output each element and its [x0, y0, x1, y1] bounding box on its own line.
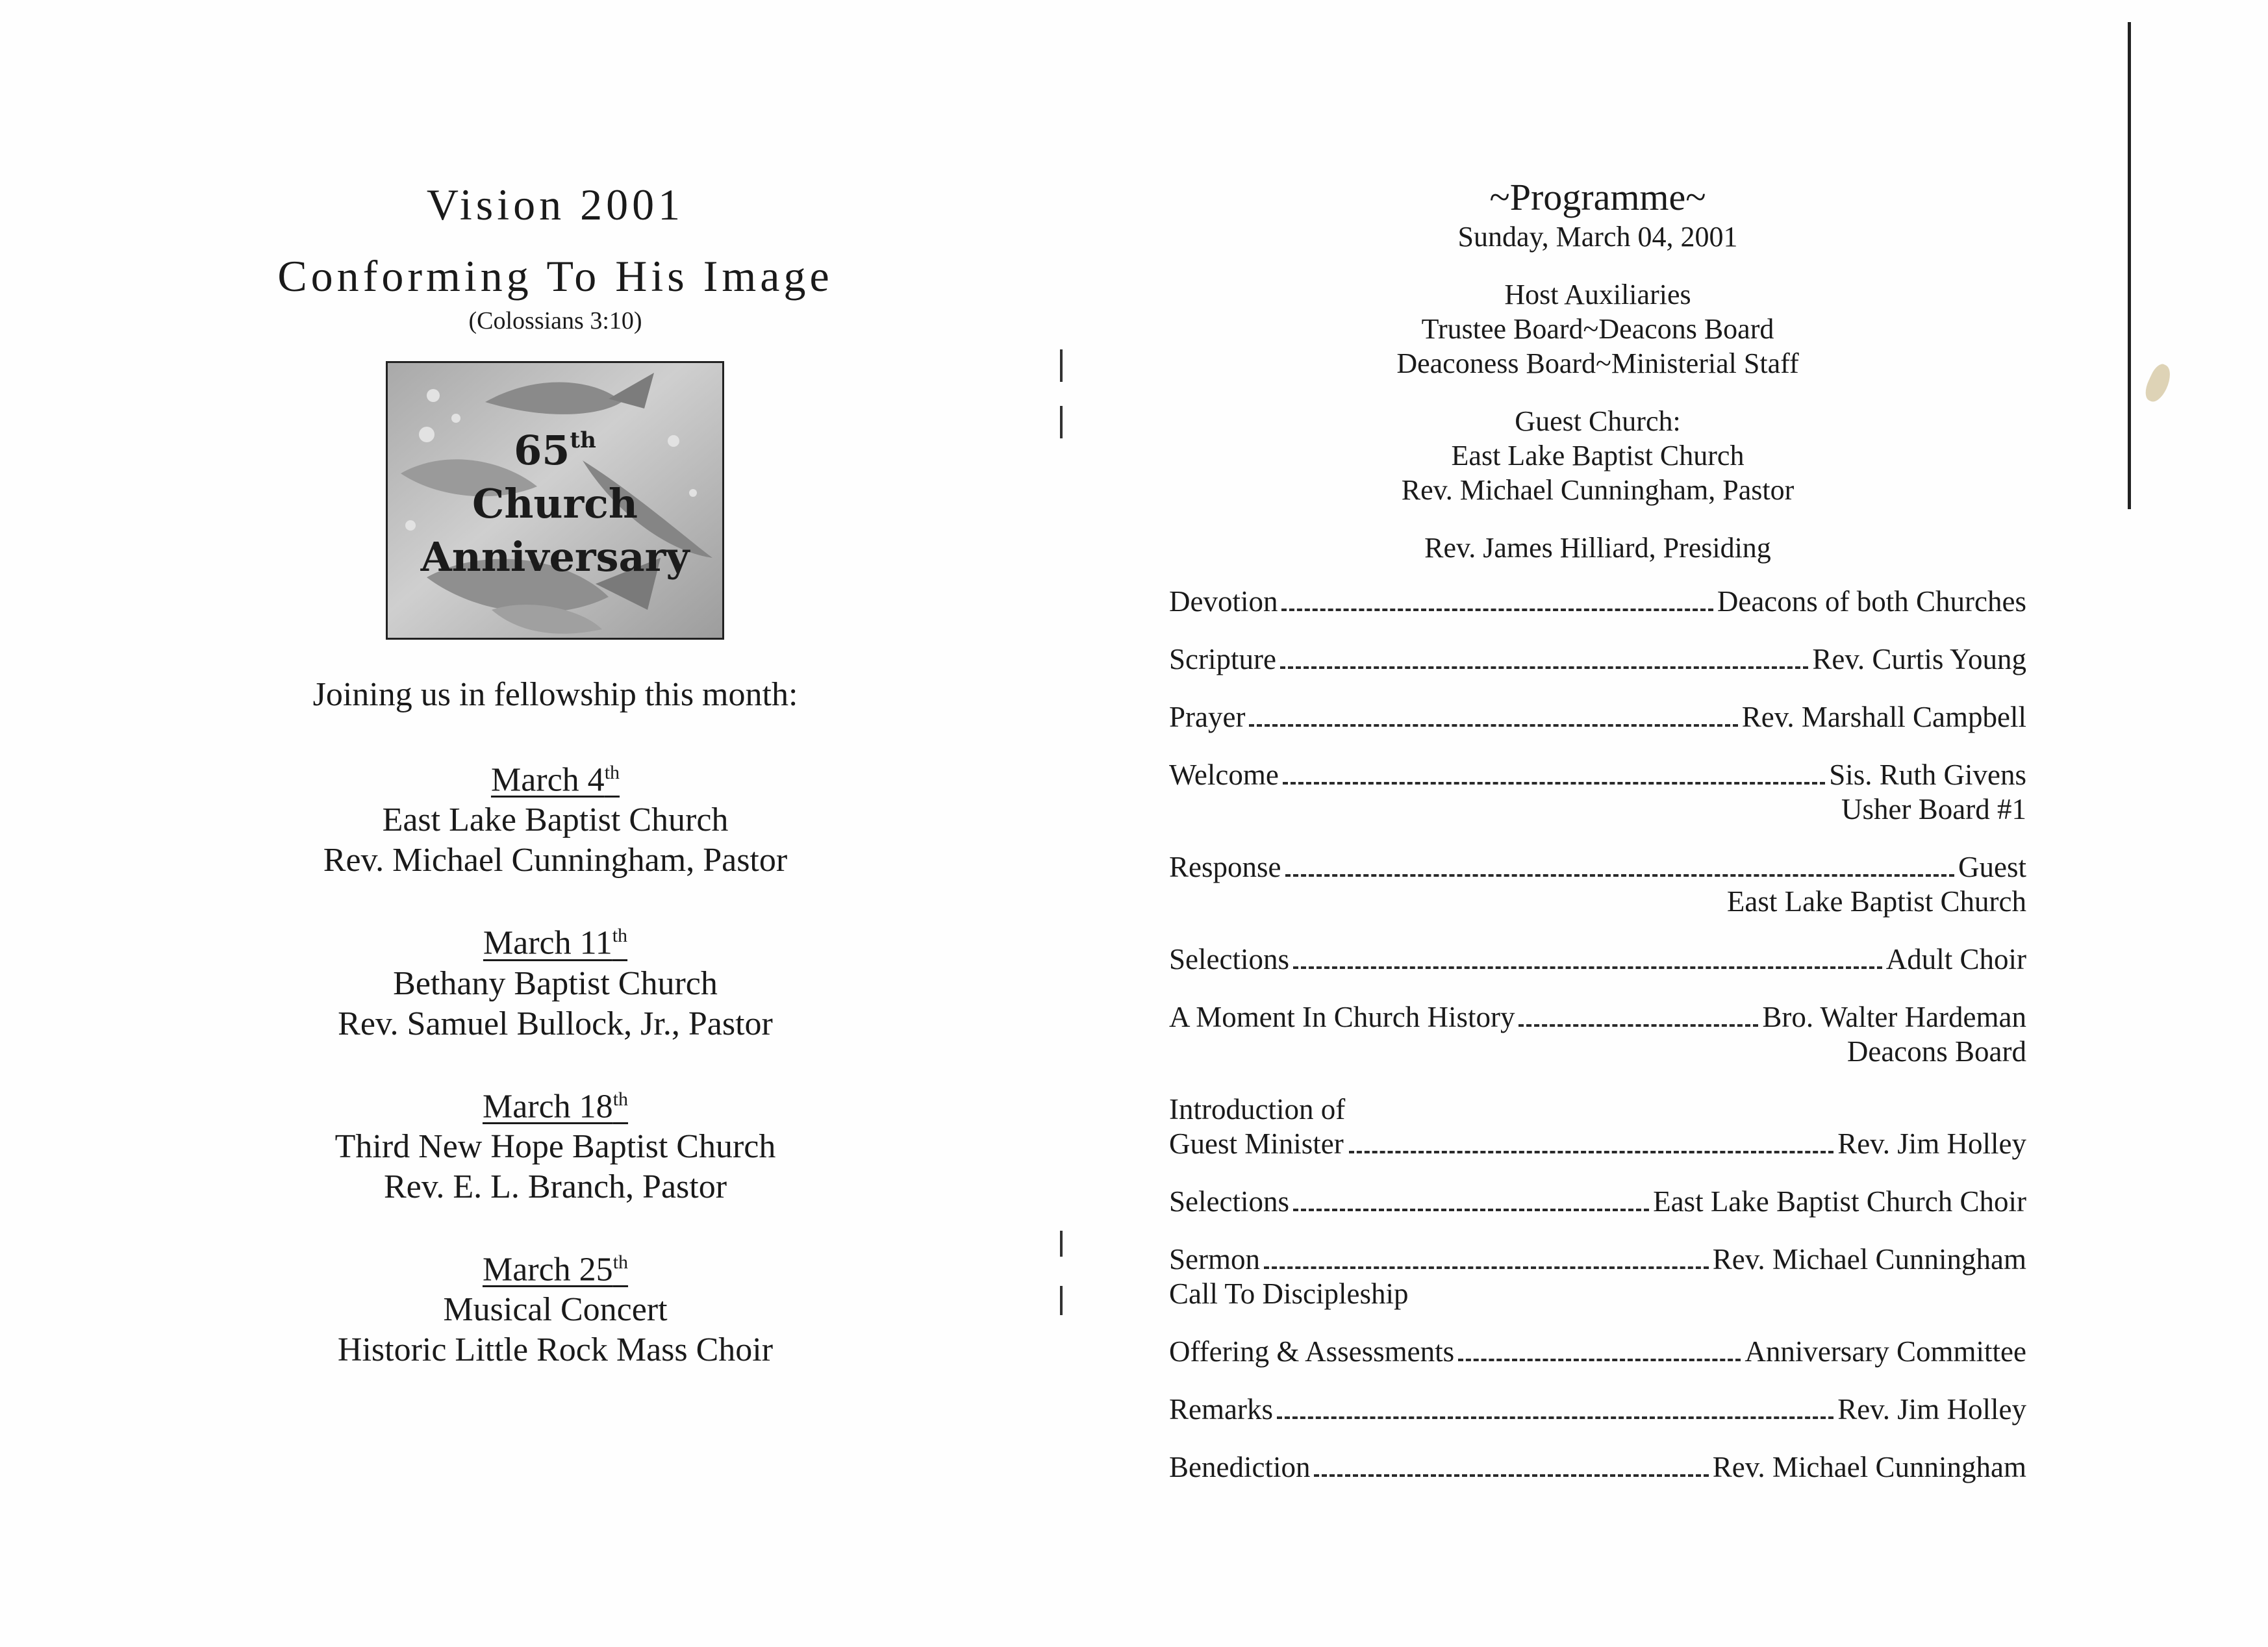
event-church: Third New Hope Baptist Church [334, 1127, 776, 1165]
programme-item-value: East Lake Baptist Church Choir [1653, 1185, 2026, 1218]
event [195, 1242, 916, 1370]
page-edge-line [2128, 22, 2131, 509]
guest-pastor: Rev. Michael Cunningham, Pastor [1401, 474, 1795, 506]
programme-items [1169, 585, 2026, 1485]
programme-title: ~Programme~ [1489, 176, 1706, 218]
event [195, 1079, 916, 1207]
programme-item-value: Rev. Michael Cunningham [1712, 1451, 2026, 1483]
programme-item [1169, 1450, 2026, 1485]
dotted-leader [1314, 1474, 1708, 1477]
programme-item [1169, 1092, 2026, 1161]
programme-item-label: Sermon [1169, 1243, 1260, 1276]
host-line: Trustee Board~Deacons Board [1421, 313, 1774, 345]
dotted-leader [1349, 1151, 1833, 1153]
programme-item-row [1169, 1450, 2026, 1485]
event-date: March 4th [490, 761, 620, 799]
event [195, 916, 916, 1044]
dotted-leader [1293, 1209, 1649, 1211]
programme-item-label: A Moment In Church History [1169, 1001, 1515, 1033]
programme-item-label: Selections [1169, 943, 1289, 975]
event-pastor: Rev. Michael Cunningham, Pastor [323, 842, 788, 879]
fold-mark [1060, 406, 1063, 438]
presiding: Rev. James Hilliard, Presiding [1424, 532, 1771, 564]
guest-church [1169, 404, 2026, 507]
programme-item-label: Introduction of Guest Minister [1169, 1093, 1346, 1160]
programme-item [1169, 1392, 2026, 1427]
programme-item-value: Rev. Michael Cunningham [1712, 1243, 2026, 1276]
programme-item-value: Guest [1958, 851, 2026, 883]
host-heading: Host Auxiliaries [1504, 279, 1691, 310]
programme-item-label: Remarks [1169, 1393, 1273, 1426]
programme-item [1169, 1335, 2026, 1369]
programme-item [1169, 1000, 2026, 1069]
programme-item-subtext: Deacons Board [1846, 1035, 2026, 1068]
dotted-leader [1280, 666, 1808, 669]
guest-church-name: East Lake Baptist Church [1451, 440, 1745, 471]
event-date: March 25th [482, 1251, 629, 1289]
programme-item-label: Response [1169, 851, 1281, 883]
programme-item-row [1169, 700, 2026, 735]
programme-item-label: Prayer [1169, 701, 1246, 733]
dotted-leader [1283, 782, 1825, 785]
event-date: March 18th [482, 1087, 629, 1125]
event [195, 753, 916, 881]
programme-item-value: Rev. Jim Holley [1837, 1127, 2026, 1160]
programme-date: Sunday, March 04, 2001 [1457, 221, 1738, 253]
programme-item-row [1169, 1335, 2026, 1369]
programme-item-label: Welcome [1169, 759, 1279, 791]
programme-item-row [1169, 1242, 2026, 1277]
programme-item-value: Sis. Ruth Givens [1829, 759, 2026, 791]
logo-text [388, 414, 722, 584]
programme-item-subtext: Usher Board #1 [1841, 793, 2026, 825]
programme-item [1169, 758, 2026, 827]
left-panel [195, 175, 916, 1370]
logo-line-church: Church [472, 480, 638, 527]
host-auxiliaries [1169, 277, 2026, 381]
programme-item [1169, 1242, 2026, 1311]
event-church: East Lake Baptist Church [382, 801, 729, 839]
event-pastor: Rev. E. L. Branch, Pastor [383, 1168, 727, 1205]
programme-item [1169, 700, 2026, 735]
programme-item-label: Offering & Assessments [1169, 1335, 1455, 1368]
programme-item [1169, 1185, 2026, 1219]
joining-heading: Joining us in fellowship this month: [312, 676, 798, 713]
guest-heading: Guest Church: [1515, 405, 1681, 437]
programme-item-value: Rev. Marshall Campbell [1741, 701, 2026, 733]
programme-item-label: Devotion [1169, 585, 1278, 618]
event-pastor: Historic Little Rock Mass Choir [337, 1331, 774, 1369]
right-panel [1169, 175, 2026, 1485]
programme-item-row [1169, 1092, 2026, 1161]
event-church: Bethany Baptist Church [393, 964, 718, 1002]
programme-item-row [1169, 1185, 2026, 1219]
event-church: Musical Concert [443, 1291, 668, 1329]
dotted-leader [1281, 609, 1713, 611]
dotted-leader [1293, 966, 1882, 969]
programme-item-followup: Call To Discipleship [1169, 1277, 1409, 1310]
host-line: Deaconess Board~Ministerial Staff [1396, 347, 1799, 379]
dotted-leader [1518, 1024, 1758, 1027]
programme-item-label: Scripture [1169, 643, 1276, 675]
programme-item-subtext: East Lake Baptist Church [1726, 885, 2026, 918]
event-pastor: Rev. Samuel Bullock, Jr., Pastor [338, 1005, 773, 1042]
logo-line-anniversary: Anniversary [420, 533, 690, 581]
dotted-leader [1285, 874, 1955, 877]
anniversary-logo [386, 361, 724, 640]
programme-item-row [1169, 1392, 2026, 1427]
programme-item-value: Rev. Jim Holley [1837, 1393, 2026, 1426]
logo-number: 65th [514, 427, 596, 474]
programme-item-value: Bro. Walter Hardeman [1762, 1001, 2026, 1033]
programme-item-row [1169, 942, 2026, 977]
programme-item [1169, 585, 2026, 619]
fold-mark [1060, 1231, 1063, 1257]
programme-item-row [1169, 1000, 2026, 1035]
programme-item-row [1169, 850, 2026, 885]
vision-title: Vision 2001 [426, 180, 685, 229]
programme-item [1169, 942, 2026, 977]
programme-item-value: Deacons of both Churches [1717, 585, 2026, 618]
programme-item-label: Selections [1169, 1185, 1289, 1218]
programme-item-row [1169, 585, 2026, 619]
programme-item-row [1169, 758, 2026, 792]
programme-item-label: Benediction [1169, 1451, 1311, 1483]
fold-mark [1060, 349, 1063, 382]
dotted-leader [1458, 1359, 1741, 1361]
theme-title: Conforming To His Image [277, 251, 833, 301]
programme-item-value: Rev. Curtis Young [1812, 643, 2026, 675]
programme-item [1169, 850, 2026, 919]
dotted-leader [1249, 724, 1737, 727]
event-date: March 11th [483, 924, 628, 962]
programme-item [1169, 642, 2026, 677]
dotted-leader [1277, 1416, 1833, 1419]
paper-stain [2141, 361, 2176, 405]
programme-item-value: Adult Choir [1885, 943, 2026, 975]
programme-item-row [1169, 642, 2026, 677]
programme-item-value: Anniversary Committee [1745, 1335, 2026, 1368]
dotted-leader [1264, 1266, 1709, 1269]
fold-mark [1060, 1286, 1063, 1315]
scripture-reference: (Colossians 3:10) [468, 307, 642, 334]
